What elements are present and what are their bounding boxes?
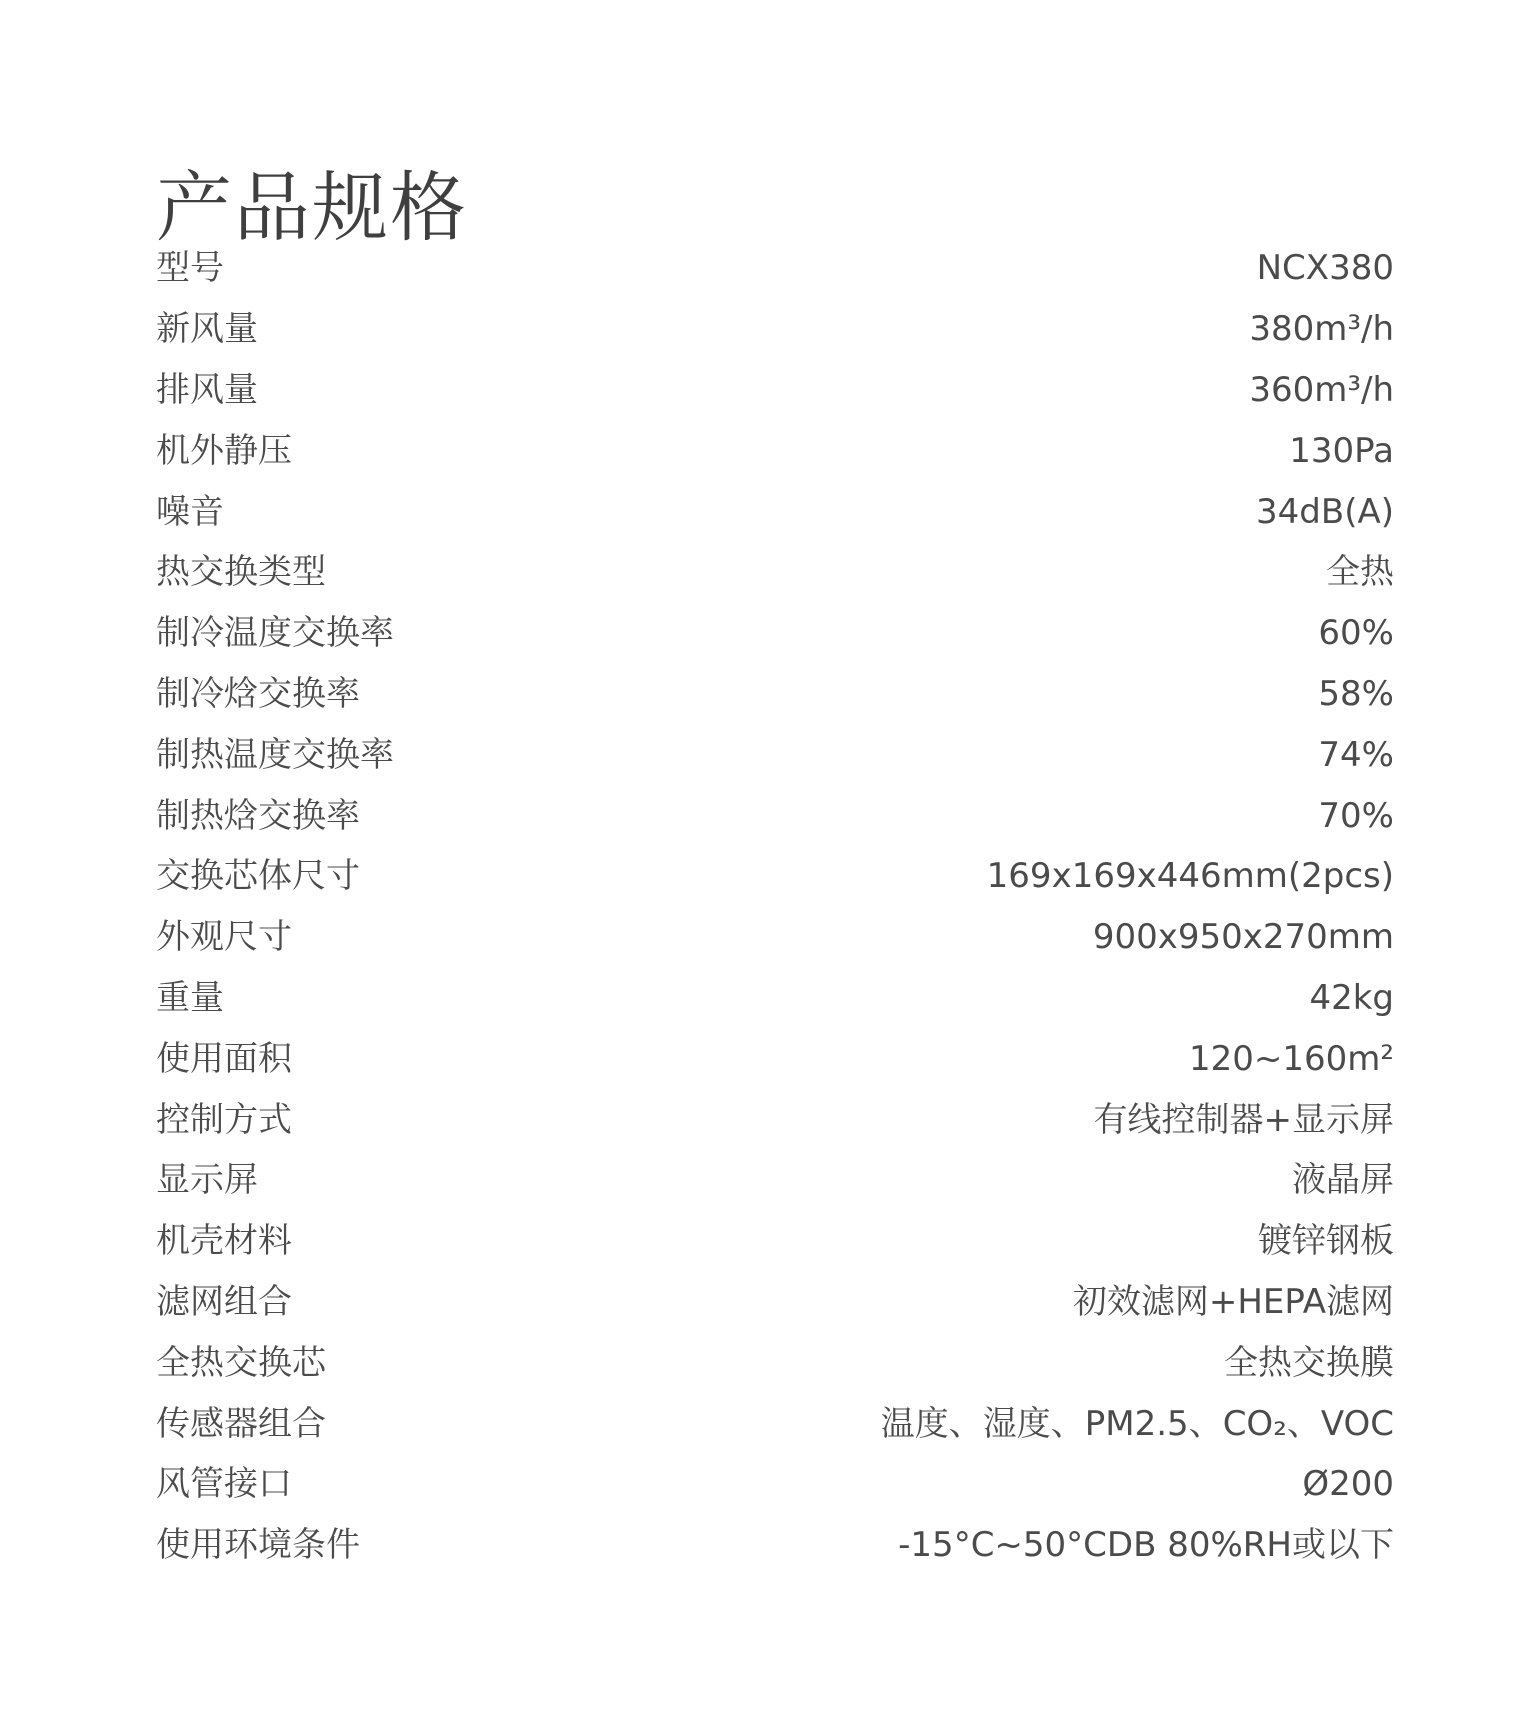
spec-value: 镀锌钢板: [1258, 1221, 1394, 1262]
spec-value: 900x950x270mm: [1092, 917, 1394, 958]
spec-row: [156, 1515, 1394, 1576]
spec-value: 70%: [1318, 795, 1394, 836]
spec-label: 排风量: [156, 369, 258, 410]
spec-value: 42kg: [1309, 977, 1394, 1018]
spec-value: 120~160m²: [1188, 1038, 1394, 1079]
spec-row: [156, 1272, 1394, 1333]
spec-label: 使用环境条件: [156, 1525, 360, 1566]
spec-row: [156, 1332, 1394, 1393]
spec-row: [156, 785, 1394, 846]
spec-value: 全热: [1326, 552, 1394, 593]
spec-row: [156, 238, 1394, 299]
spec-row: [156, 724, 1394, 785]
spec-label: 型号: [156, 248, 224, 289]
spec-row: [156, 420, 1394, 481]
spec-value: 有线控制器+显示屏: [1093, 1099, 1394, 1140]
spec-row: [156, 1211, 1394, 1272]
spec-row: [156, 1150, 1394, 1211]
spec-label: 使用面积: [156, 1038, 292, 1079]
spec-label: 制热焓交换率: [156, 795, 360, 836]
spec-label: 交换芯体尺寸: [156, 856, 360, 897]
spec-value: NCX380: [1256, 248, 1394, 289]
spec-label: 机外静压: [156, 430, 292, 471]
spec-label: 传感器组合: [156, 1403, 326, 1444]
spec-label: 滤网组合: [156, 1281, 292, 1322]
spec-value: 34dB(A): [1256, 491, 1394, 532]
spec-value: 60%: [1318, 613, 1394, 654]
spec-label: 显示屏: [156, 1160, 258, 1201]
spec-value: 全热交换膜: [1224, 1342, 1394, 1383]
spec-row: [156, 846, 1394, 907]
spec-value: 58%: [1318, 673, 1394, 714]
spec-row: [156, 1454, 1394, 1515]
spec-label: 风管接口: [156, 1464, 292, 1505]
spec-row: [156, 542, 1394, 603]
spec-label: 重量: [156, 977, 224, 1018]
spec-label: 制冷焓交换率: [156, 673, 360, 714]
spec-value: -15°C~50°CDB 80%RH或以下: [898, 1525, 1394, 1566]
spec-row: [156, 907, 1394, 968]
spec-row: [156, 603, 1394, 664]
spec-label: 控制方式: [156, 1099, 292, 1140]
spec-label: 外观尺寸: [156, 917, 292, 958]
spec-value: 74%: [1318, 734, 1394, 775]
spec-label: 噪音: [156, 491, 224, 532]
spec-label: 热交换类型: [156, 552, 326, 593]
spec-value: 130Pa: [1289, 430, 1394, 471]
spec-value: Ø200: [1302, 1464, 1394, 1505]
spec-label: 新风量: [156, 309, 258, 350]
spec-label: 机壳材料: [156, 1221, 292, 1262]
spec-value: 380m³/h: [1249, 309, 1394, 350]
spec-value: 360m³/h: [1249, 369, 1394, 410]
spec-value: 169x169x446mm(2pcs): [986, 856, 1394, 897]
page-title: 产品规格: [156, 162, 468, 252]
spec-label: 制热温度交换率: [156, 734, 394, 775]
spec-row: [156, 299, 1394, 360]
spec-row: [156, 1089, 1394, 1150]
spec-label: 制冷温度交换率: [156, 613, 394, 654]
spec-value: 液晶屏: [1292, 1160, 1394, 1201]
spec-row: [156, 481, 1394, 542]
spec-row: [156, 968, 1394, 1029]
spec-row: [156, 1393, 1394, 1454]
spec-list: [156, 238, 1394, 1576]
spec-row: [156, 1028, 1394, 1089]
spec-row: [156, 360, 1394, 421]
spec-value: 初效滤网+HEPA滤网: [1072, 1281, 1394, 1322]
spec-label: 全热交换芯: [156, 1342, 326, 1383]
spec-row: [156, 664, 1394, 725]
spec-value: 温度、湿度、PM2.5、CO₂、VOC: [880, 1403, 1394, 1444]
